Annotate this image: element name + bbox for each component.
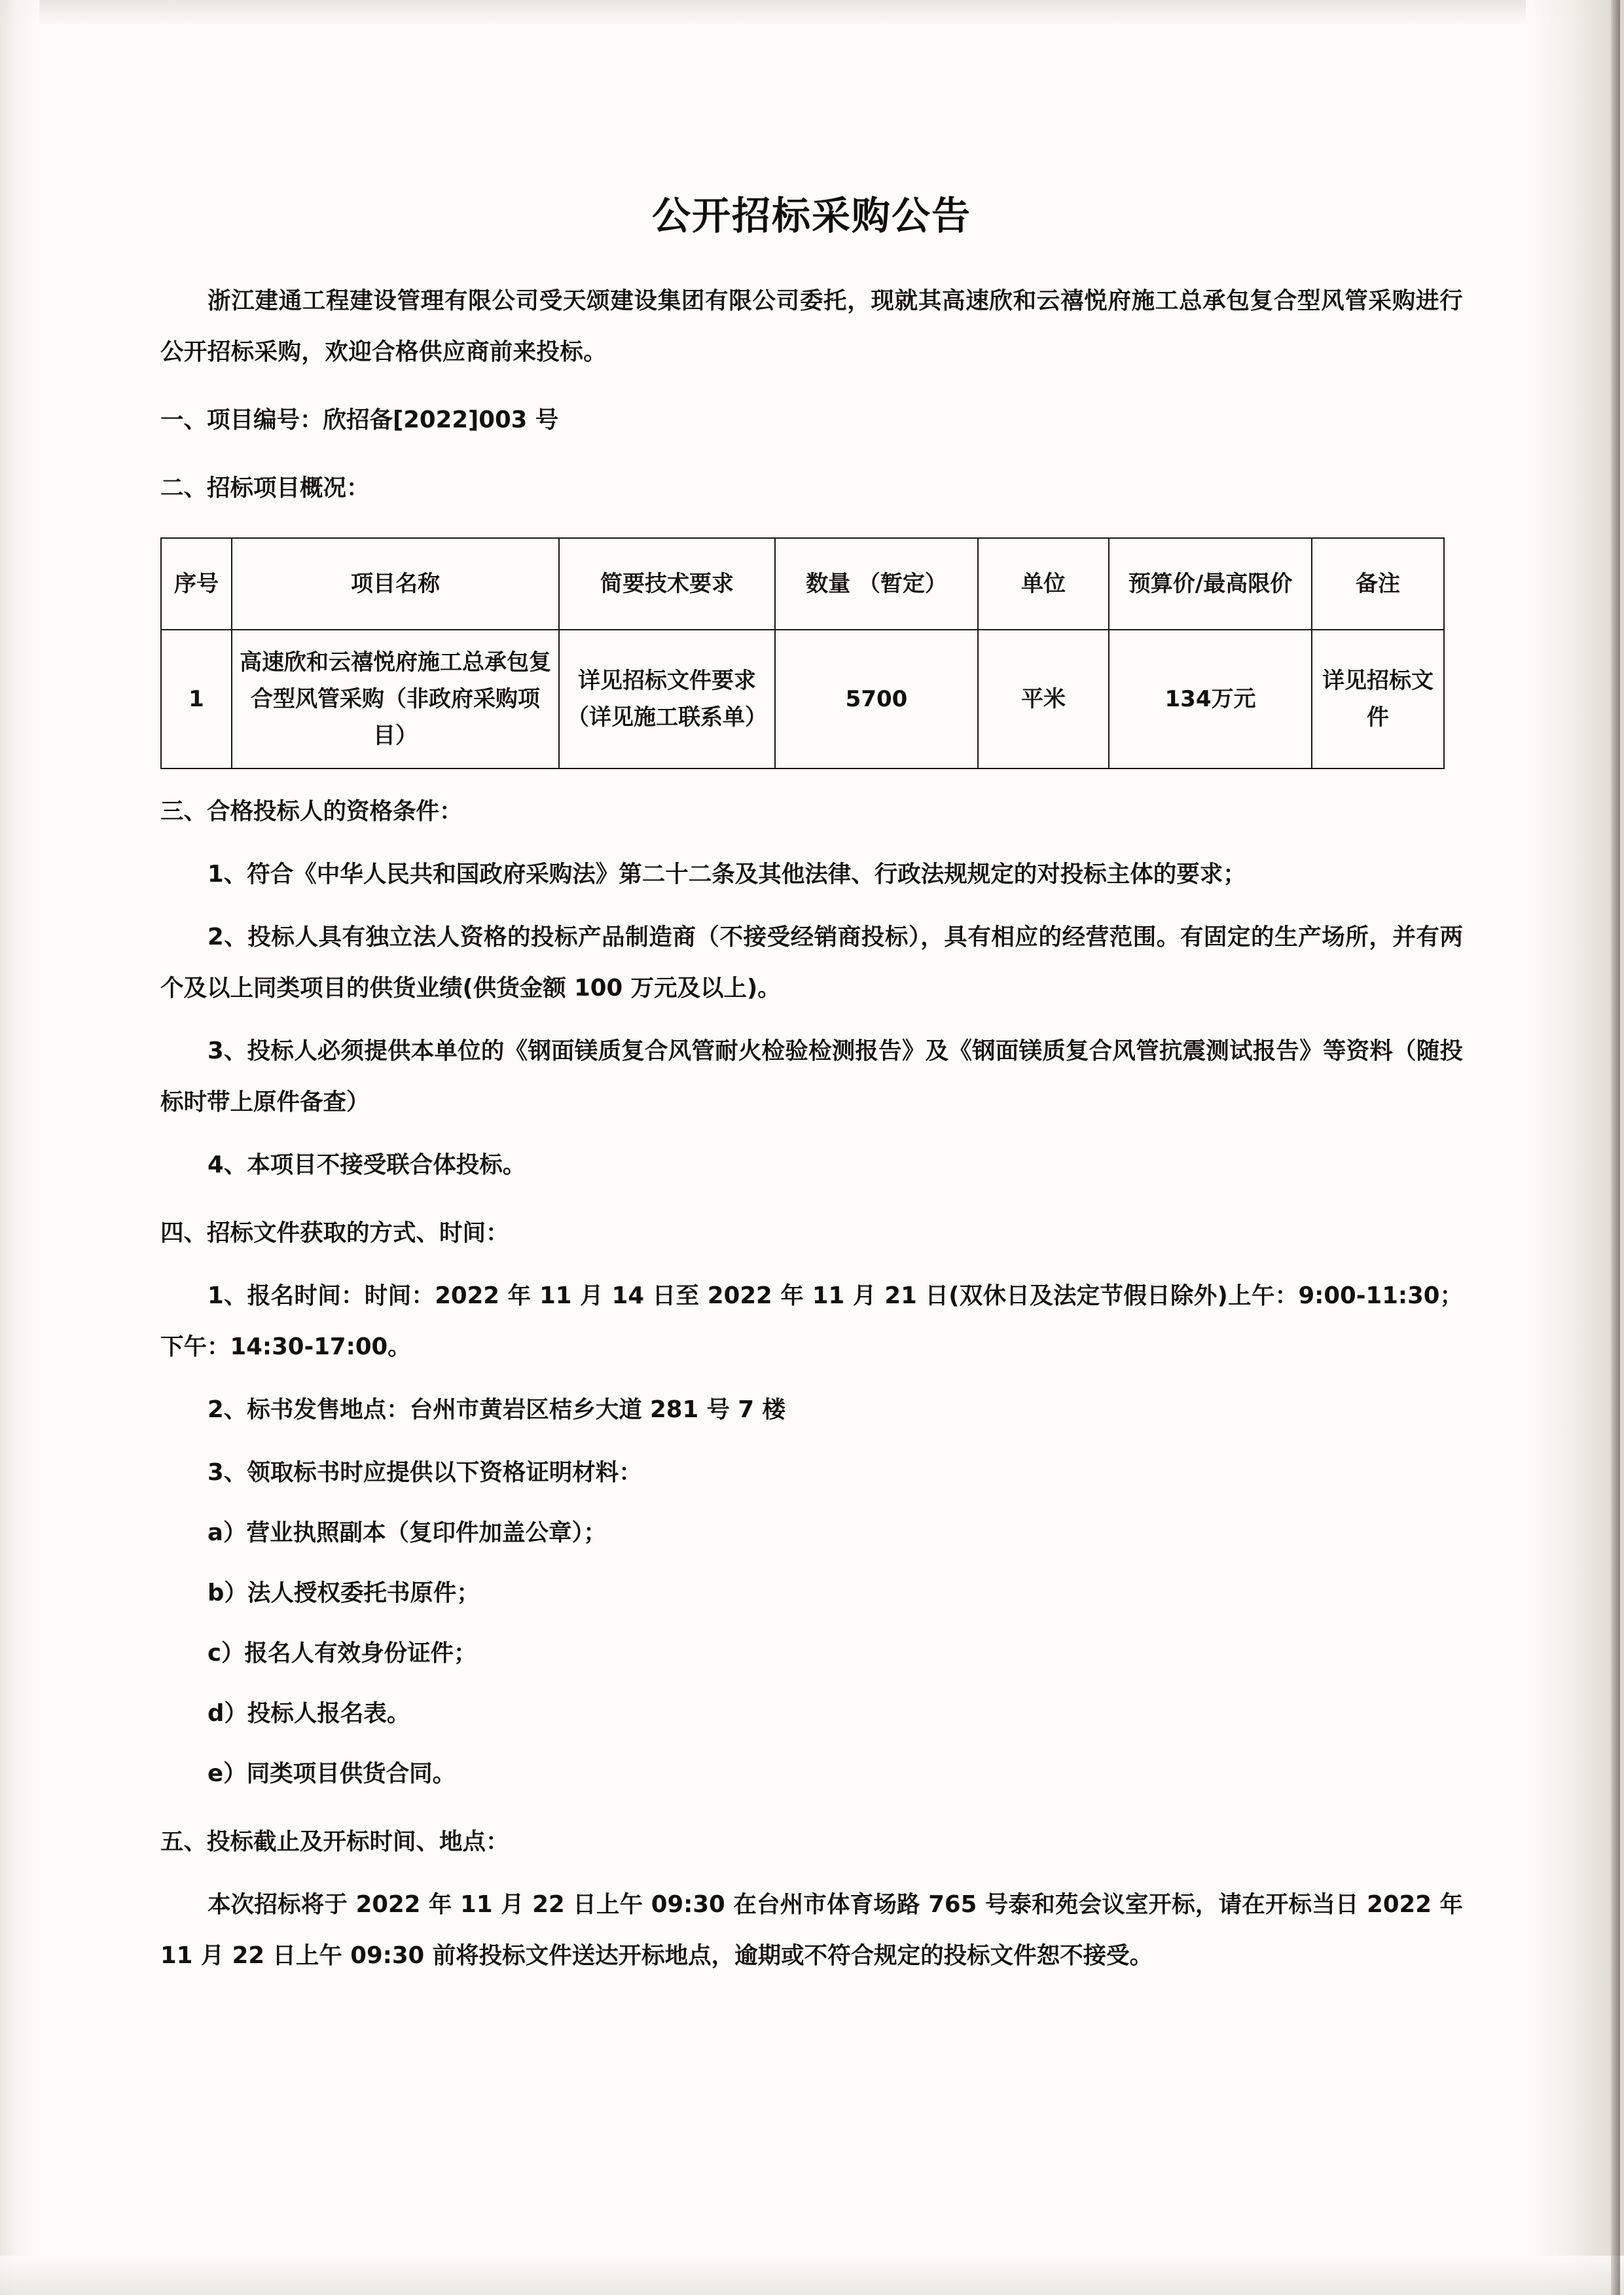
bid-deadline-body: 本次招标将于 2022 年 11 月 22 日上午 09:30 在台州市体育场路 765 号泰和苑会议室开标，请在开标当日 2022 年 11 月 22 日上午 09:30 前将投标文件送达开标地点，逾期或不符合规定的投标文件恕不接受。 — [160, 1891, 1463, 1969]
document-content — [160, 0, 1463, 2295]
binding-edge — [1611, 0, 1620, 2295]
th-name: 项目名称 — [232, 538, 559, 630]
cell-price: 134万元 — [1109, 630, 1312, 768]
acquisition-letter-c: c）报名人有效身份证件； — [208, 1640, 477, 1667]
section-qualification: 三、合格投标人的资格条件： — [160, 798, 463, 825]
acquisition-item-3: 3、领取标书时应提供以下资格证明材料： — [208, 1459, 642, 1486]
cell-name: 高速欣和云禧悦府施工总承包复合型风管采购（非政府采购项目） — [232, 630, 559, 768]
table-header-row — [161, 538, 1444, 630]
qualification-item-4: 4、本项目不接受联合体投标。 — [208, 1151, 526, 1178]
project-summary-table — [160, 537, 1445, 769]
intro-paragraph: 浙江建通工程建设管理有限公司受天颂建设集团有限公司委托，现就其高速欣和云禧悦府施工总承包复合型风管采购进行公开招标采购，欢迎合格供应商前来投标。 — [160, 287, 1463, 365]
cell-remark: 详见招标文件 — [1312, 630, 1444, 768]
th-price: 预算价/最高限价 — [1109, 538, 1312, 630]
section-project-number: 一、项目编号：欣招备[2022]003 号 — [160, 407, 559, 433]
th-qty: 数量 （暂定） — [775, 538, 978, 630]
scan-shadow-right — [1526, 0, 1624, 2295]
acquisition-letter-e: e）同类项目供货合同。 — [208, 1760, 456, 1787]
th-unit: 单位 — [978, 538, 1109, 630]
qualification-item-2: 2、投标人具有独立法人资格的投标产品制造商（不接受经销商投标），具有相应的经营范围。有固定的生产场所，并有两个及以上同类项目的供货业绩(供货金额 100 万元及以上)。 — [160, 924, 1463, 1002]
acquisition-letter-b: b）法人授权委托书原件； — [208, 1580, 480, 1606]
table-row — [161, 630, 1444, 768]
section-project-overview: 二、招标项目概况： — [160, 475, 370, 501]
acquisition-item-1: 1、报名时间：时间：2022 年 11 月 14 日至 2022 年 11 月 21 日(双休日及法定节假日除外)上午：9:00-11:30；下午：14:30-17:00。 — [160, 1282, 1463, 1360]
section-document-acquisition: 四、招标文件获取的方式、时间： — [160, 1220, 509, 1246]
cell-unit: 平米 — [978, 630, 1109, 768]
acquisition-item-2: 2、标书发售地点：台州市黄岩区桔乡大道 281 号 7 楼 — [208, 1396, 785, 1423]
qualification-item-3: 3、投标人必须提供本单位的《钢面镁质复合风管耐火检验检测报告》及《钢面镁质复合风管抗震测试报告》等资料（随投标时带上原件备查） — [160, 1038, 1463, 1115]
th-tech: 简要技术要求 — [559, 538, 775, 630]
acquisition-letter-a: a）营业执照副本（复印件加盖公章）； — [208, 1519, 607, 1546]
page-title: 公开招标采购公告 — [651, 193, 971, 238]
cell-tech: 详见招标文件要求（详见施工联系单） — [559, 630, 775, 768]
th-no: 序号 — [161, 538, 232, 630]
cell-qty: 5700 — [775, 630, 978, 768]
scan-shadow-left — [0, 0, 39, 2295]
section-bid-deadline: 五、投标截止及开标时间、地点： — [160, 1828, 509, 1855]
qualification-item-1: 1、符合《中华人民共和国政府采购法》第二十二条及其他法律、行政法规规定的对投标主体的要求； — [208, 861, 1246, 888]
th-remark: 备注 — [1312, 538, 1444, 630]
cell-no: 1 — [161, 630, 232, 768]
acquisition-letter-d: d）投标人报名表。 — [208, 1700, 410, 1727]
